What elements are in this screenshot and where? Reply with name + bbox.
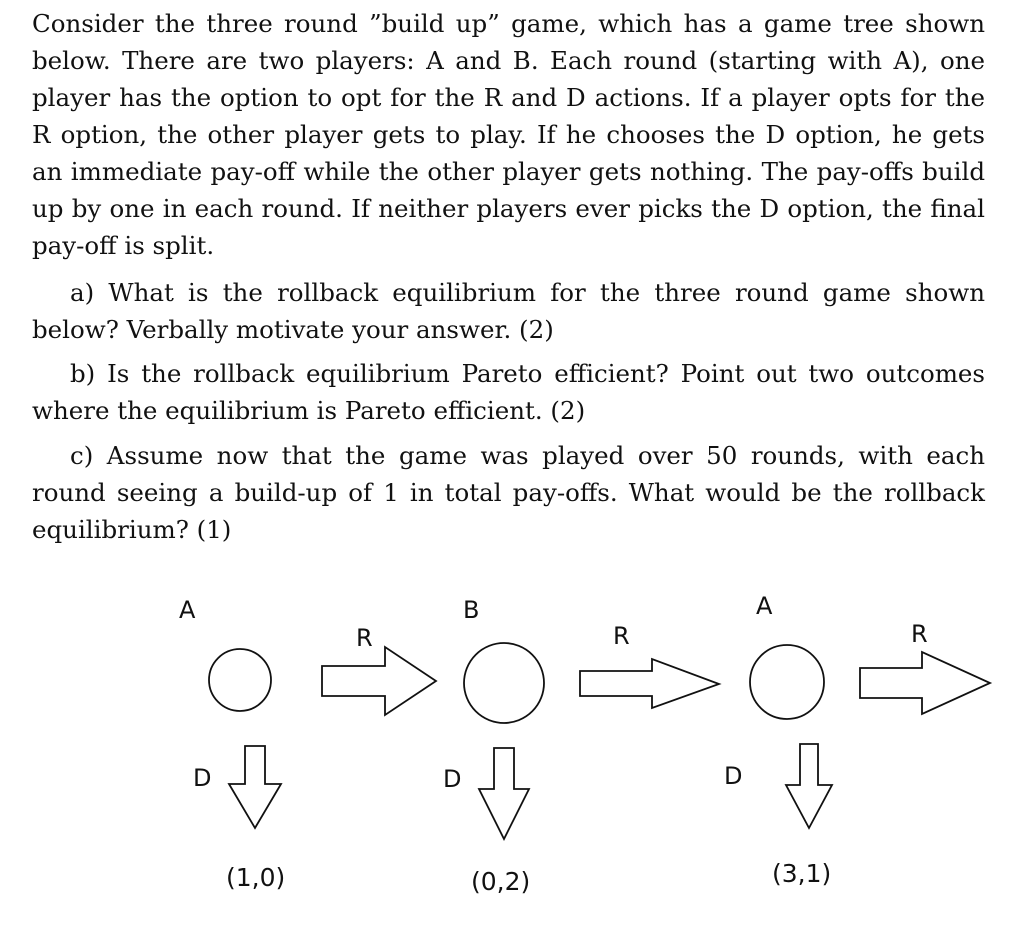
question-b-text: b) Is the rollback equilibrium Pareto efficient? Point out two outcomes where the equilibrium is Pareto efficient. (2)	[32, 359, 985, 425]
node-3-d-label: D	[724, 762, 743, 790]
question-c	[32, 437, 985, 548]
game-tree-diagram	[0, 570, 1024, 946]
node-1-d-arrow-icon	[229, 746, 281, 828]
node-2-player-label: B	[463, 596, 480, 624]
node-1-payoff: (1,0)	[226, 863, 286, 892]
node-3-decision-circle	[750, 645, 824, 719]
node-3-d-arrow-icon	[786, 744, 832, 828]
game-node-1	[179, 596, 436, 892]
problem-intro	[32, 5, 985, 264]
node-2-d-label: D	[443, 765, 462, 793]
game-node-2	[443, 596, 719, 896]
node-3-r-arrow-icon	[860, 652, 990, 714]
game-node-3	[724, 592, 990, 888]
node-1-r-label: R	[356, 624, 373, 652]
question-a	[32, 274, 985, 348]
question-b	[32, 355, 985, 429]
node-3-payoff: (3,1)	[772, 859, 832, 888]
node-2-decision-circle	[464, 643, 544, 723]
node-1-decision-circle	[209, 649, 271, 711]
node-3-r-label: R	[911, 620, 928, 648]
node-2-d-arrow-icon	[479, 748, 529, 839]
node-1-d-label: D	[193, 764, 212, 792]
node-2-payoff: (0,2)	[471, 867, 531, 896]
node-2-r-arrow-icon	[580, 659, 719, 708]
question-a-text: a) What is the rollback equilibrium for the three round game shown below? Verbally motivate your answer. (2)	[32, 278, 985, 344]
node-1-player-label: A	[179, 596, 196, 624]
node-1-r-arrow-icon	[322, 647, 436, 715]
node-2-r-label: R	[613, 622, 630, 650]
node-3-player-label: A	[756, 592, 773, 620]
question-c-text: c) Assume now that the game was played over 50 rounds, with each round seeing a build-up of 1 in total pay-offs. What would be the rollback equilibrium? (1)	[32, 441, 985, 544]
intro-paragraph: Consider the three round ”build up” game, which has a game tree shown below. There are two players: A and B. Each round (starting with A), one player has the option to opt for the R and D actions. If a player opts for the R option, the other player gets to play. If he chooses the D option, he gets an immediate pay-off while the other player gets nothing. The pay-offs build up by one in each round. If neither players ever picks the D option, the final pay-off is split.	[32, 9, 985, 260]
